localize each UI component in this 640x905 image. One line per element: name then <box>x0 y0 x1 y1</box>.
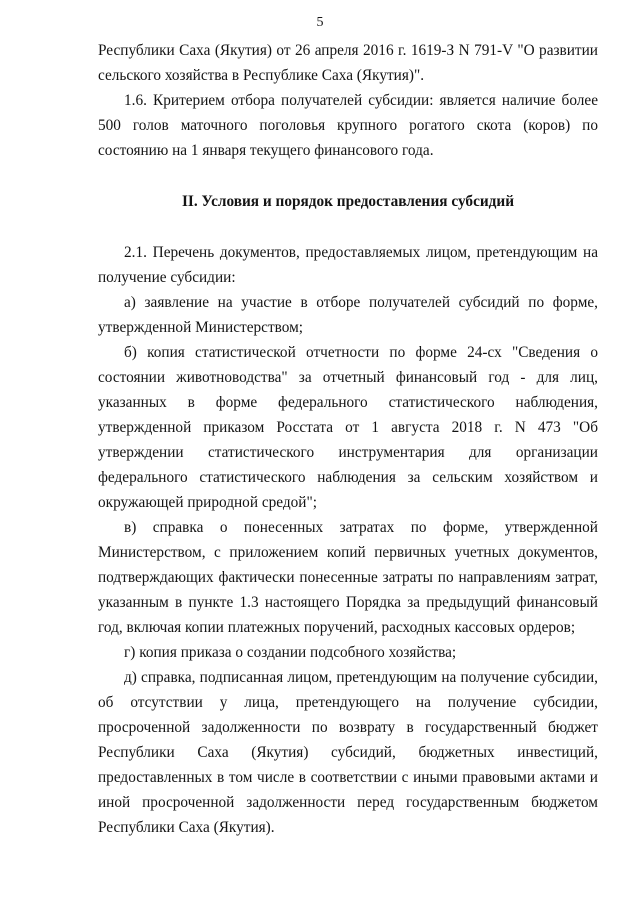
list-item-d: д) справка, подписанная лицом, претендующим на получение субсидии, об отсутствии у лица, претендующего на получение субсидии, просроченной задолженности по возврату в государственный бюджет Республики Саха (Якутия) субсидий, бюджетных инвестиций, предоставленных в том числе в соответствии с иными правовыми актами и иной просроченной задолженности перед государственным бюджетом Республики Саха (Якутия). <box>98 669 598 836</box>
section-heading: II. Условия и порядок предоставления субсидий <box>181 193 515 210</box>
list-item-b: б) копия статистической отчетности по форме 24-сх "Сведения о состоянии животноводства" за отчетный финансовый год - для лиц, указанных в форме федерального статистического наблюдения, утвержденной приказом Росстата от 1 августа 2018 г. N 473 "Об утверждении статистического инструментария для организации федерального статистического наблюдения за сельским хозяйством и окружающей природной средой"; <box>98 344 598 511</box>
list-item-v: в) справка о понесенных затратах по форме, утвержденной Министерством, с приложением копий первичных учетных документов, подтверждающих фактически понесенные затраты по направлениям затрат, указанным в пункте 1.3 настоящего Порядка за предыдущий финансовый год, включая копии платежных поручений, расходных кассовых ордеров; <box>98 519 598 636</box>
paragraph-continuation: Республики Саха (Якутия) от 26 апреля 2016 г. 1619-З N 791-V "О развитии сельского хозяйства в Республике Саха (Якутия)". <box>98 42 598 84</box>
page-number: 5 <box>316 15 324 30</box>
paragraph-2-1: 2.1. Перечень документов, предоставляемых лицом, претендующим на получение субсидии: <box>98 244 598 286</box>
document-body <box>98 38 598 840</box>
list-item-a: а) заявление на участие в отборе получателей субсидий по форме, утвержденной Министерством; <box>98 294 598 336</box>
list-item-g: г) копия приказа о создании подсобного хозяйства; <box>124 644 457 661</box>
paragraph-1-6: 1.6. Критерием отбора получателей субсидии: является наличие более 500 голов маточного поголовья крупного рогатого скота (коров) по состоянию на 1 января текущего финансового года. <box>98 92 598 159</box>
